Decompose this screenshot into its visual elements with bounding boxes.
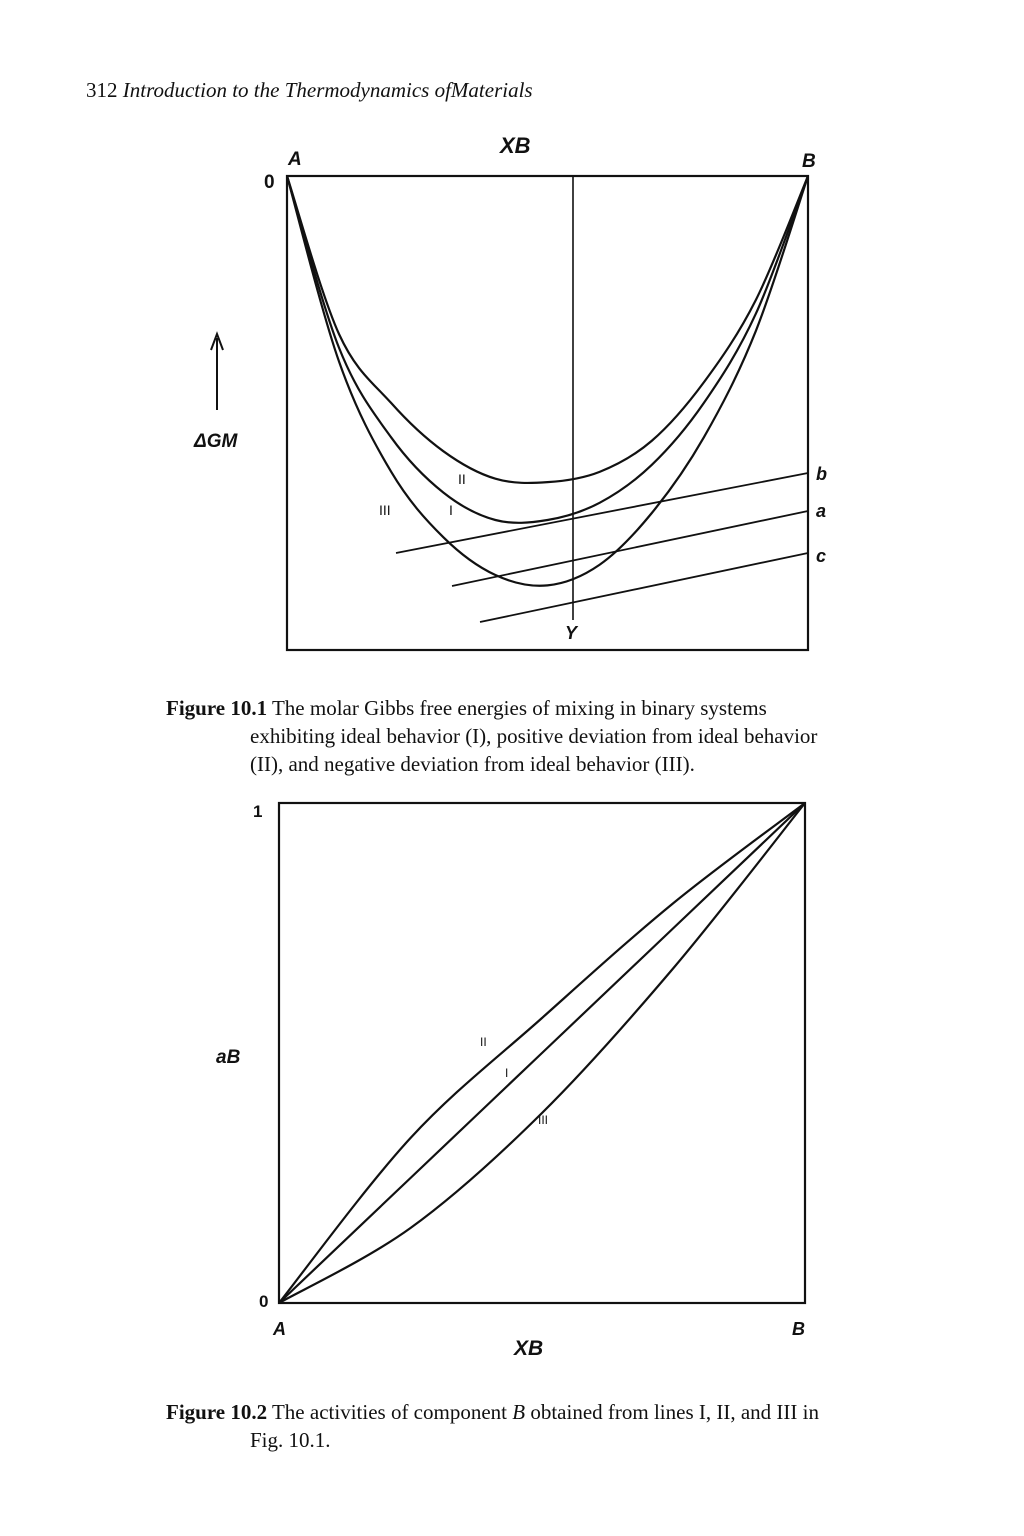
page-number: 312 [86, 78, 118, 102]
gibbs-energy-chart [0, 0, 1024, 700]
chart1-curve-label-II: II [458, 471, 466, 487]
figure1-caption-label: Figure 10.1 [166, 696, 268, 720]
figure2-caption-text-after: obtained from lines I, II, and III in [525, 1400, 819, 1424]
figure2-caption-line2: Fig. 10.1. [250, 1428, 331, 1452]
figure1-caption-line3: (II), and negative deviation from ideal behavior (III). [250, 752, 695, 776]
chart2-curve-label-III: III [538, 1113, 549, 1127]
figure2-caption-label: Figure 10.2 [166, 1400, 268, 1424]
chart2-curve-label-I: I [505, 1066, 509, 1080]
chart1-label-B: B [802, 151, 816, 172]
chart1-curve-I [287, 176, 808, 523]
chart1-tangent-label-c: c [816, 546, 827, 566]
chart1-tangent-line-c [480, 553, 808, 622]
chart2-curve-label-II: II [480, 1035, 487, 1049]
chart2-y-tick-1: 1 [253, 802, 263, 821]
chart1-curve-label-III: III [379, 502, 391, 518]
chart2-curve-I [279, 803, 805, 1303]
figure2-caption-text-before: The activities of component [271, 1400, 513, 1424]
activity-chart [0, 780, 1024, 1380]
chart1-label-A: A [288, 149, 302, 170]
chart1-curve-II [287, 176, 808, 483]
chart2-label-A: A [273, 1319, 286, 1339]
chart1-x-axis-label: XB [500, 133, 531, 158]
book-title: Introduction to the Thermodynamics ofMaterials [122, 78, 533, 102]
chart2-y-tick-0: 0 [259, 1292, 269, 1311]
chart1-tangent-label-a: a [816, 501, 827, 521]
figure1-caption-line2: exhibiting ideal behavior (I), positive deviation from ideal behavior [250, 724, 818, 748]
chart1-marker-label-Y: Y [565, 623, 578, 643]
figure2-caption [166, 1398, 819, 1454]
chart2-y-axis-label: aB [216, 1047, 241, 1068]
chart2-label-B: B [792, 1319, 805, 1339]
chart1-frame [287, 176, 808, 650]
chart2-x-axis-label: XB [514, 1337, 544, 1360]
chart1-y-axis-label: ΔGM [194, 431, 238, 452]
chart1-zero-label: 0 [264, 172, 275, 193]
chart1-curve-label-I: I [449, 502, 453, 518]
figure1-caption-line1: The molar Gibbs free energies of mixing in binary systems [271, 696, 767, 720]
figure1-caption [166, 694, 817, 778]
chart1-tangent-label-b: b [816, 464, 827, 484]
figure2-caption-italic: B [512, 1400, 526, 1424]
